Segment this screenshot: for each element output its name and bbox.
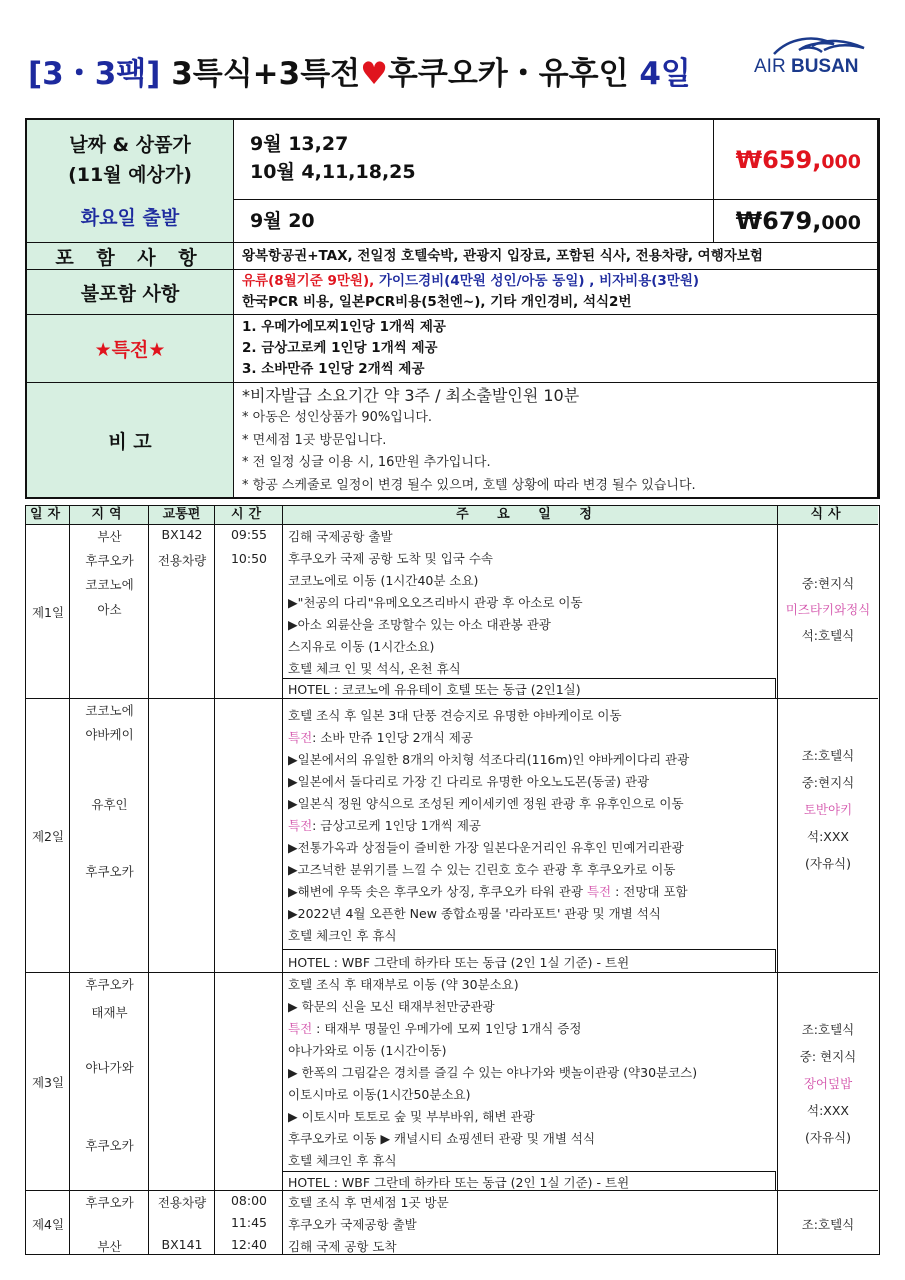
price-1-tail: 000 (821, 151, 861, 173)
header-itinerary: 주 요 일 정 (283, 506, 778, 525)
itinerary-line: 호텔 조식 후 태재부로 이동 (약 30분소요) (288, 977, 519, 992)
page-title (28, 48, 691, 93)
region: 후쿠오카 (85, 1138, 134, 1153)
day-label: 제2일 (31, 829, 65, 844)
meal: 미즈타키와정식 (785, 602, 871, 617)
header-transport: 교통편 (149, 506, 215, 525)
special-tag: 특전 (288, 1021, 313, 1036)
price-2 (714, 200, 878, 243)
itinerary-line: 후쿠오카 국제공항 출발 (288, 1217, 417, 1232)
remarks-visa: *비자발급 소요기간 약 3주 / 최소출발인원 10분 (242, 386, 580, 405)
time: 11:45 (230, 1215, 268, 1230)
transport: 전용차량 (157, 1195, 207, 1210)
itinerary-line: ▶일본에서의 유일한 8개의 아치형 석조다리(116m)인 야바케이다리 관광 (288, 752, 690, 767)
dates-1-line2: 10월 4,11,18,25 (250, 161, 416, 183)
remark-item: * 아동은 성인상품가 90%입니다. (242, 410, 433, 425)
price-1-main: ₩659, (735, 146, 822, 174)
day-label: 제3일 (31, 1075, 65, 1090)
header-region: 지역 (70, 506, 149, 525)
itinerary-line: 호텔 체크인 후 휴식 (288, 1153, 397, 1168)
region: 아소 (97, 602, 122, 617)
itinerary-line: ▶2022년 4월 오픈한 New 종합쇼핑몰 '라라포트' 관광 및 개별 석식 (288, 906, 661, 921)
itinerary-line: 스지유로 이동 (1시간소요) (288, 639, 435, 654)
region: 부산 (97, 529, 122, 544)
itinerary-line: 후쿠오카로 이동 ▶ 캐널시티 쇼핑센터 관광 및 개별 석식 (288, 1131, 596, 1146)
itinerary-line: ▶"천공의 다리"유메오오즈리바시 관광 후 아소로 이동 (288, 595, 583, 610)
departure-label: 화요일 출발 (80, 207, 180, 229)
dates-1-line1: 9월 13,27 (250, 133, 349, 155)
logo-prefix: AIR (754, 56, 786, 77)
heart-icon: ♥ (360, 55, 388, 92)
itinerary-line: 호텔 조식 후 면세점 1곳 방문 (288, 1195, 449, 1210)
remark-item: * 면세점 1곳 방문입니다. (242, 432, 387, 448)
itinerary-line: 특전: 금상고로케 1인당 1개씩 제공 (288, 818, 481, 833)
day-row-2 (26, 699, 878, 973)
special-item: 1. 우메가에모찌1인당 1개씩 제공 (242, 319, 446, 335)
itinerary-line: ▶전통가옥과 상점들이 즐비한 가장 일본다운거리인 유후인 민예거리관광 (288, 840, 684, 855)
day-row-4 (26, 1191, 878, 1254)
meal: 중:현지식 (801, 576, 855, 591)
itinerary-line: 특전: 소바 만쥬 1인당 2개식 제공 (288, 730, 473, 745)
time: 12:40 (230, 1237, 268, 1252)
itinerary-line: 호텔 체크인 후 휴식 (288, 928, 397, 943)
special-tag: 특전 (586, 884, 612, 899)
price-2-main: ₩679, (735, 207, 822, 235)
exclude-line2: 한국PCR 비용, 일본PCR비용(5천엔~), 기타 개인경비, 석식2번 (242, 294, 632, 310)
itinerary-line: ▶고즈넉한 분위기를 느낄 수 있는 긴린호 호수 관광 후 후쿠오카로 이동 (288, 862, 676, 877)
region: 야바케이 (85, 727, 134, 742)
region: 코코노에 (85, 703, 134, 718)
itinerary-line: 후쿠오카 국제 공항 도착 및 입국 수속 (288, 551, 493, 566)
dates-group-1 (234, 120, 714, 200)
exclude-text (234, 270, 878, 315)
meal: 중: 현지식 (799, 1049, 857, 1064)
meal: 조:호텔식 (801, 1217, 855, 1232)
meal: 장어덮밥 (803, 1076, 853, 1091)
itinerary-line: 김해 국제 공항 도착 (288, 1239, 397, 1254)
remarks-list (234, 383, 878, 497)
itinerary-line: 호텔 조식 후 일본 3대 단풍 견승지로 유명한 야바케이로 이동 (288, 708, 622, 723)
special-tag: 특전 (288, 818, 313, 833)
date-label-line1: 날짜 & 상품가 (69, 134, 191, 156)
transport: BX142 (161, 527, 203, 542)
price-1 (714, 120, 878, 200)
itinerary-line: 야나가와로 이동 (1시간이동) (288, 1043, 447, 1058)
remark-item: * 전 일정 싱글 이용 시, 16만원 추가입니다. (242, 455, 491, 470)
itinerary-line: ▶ 이토시마 토토로 숲 및 부부바위, 해변 관광 (288, 1109, 535, 1124)
region: 후쿠오카 (85, 1195, 134, 1210)
region: 야나가와 (85, 1060, 134, 1075)
region: 태재부 (91, 1005, 128, 1020)
transport: BX141 (161, 1237, 203, 1252)
title-days: 4일 (639, 55, 691, 92)
hotel-info: HOTEL : WBF 그란데 하카타 또는 동급 (2인 1실 기준) - 트윈 (288, 955, 630, 970)
itinerary-line: 김해 국제공항 출발 (288, 529, 393, 544)
transport: 전용차량 (157, 553, 207, 568)
time: 10:50 (230, 551, 268, 566)
itinerary-line: 호텔 체크 인 및 석식, 온천 휴식 (288, 661, 461, 676)
meal: 토반야키 (803, 802, 853, 817)
itinerary-line: ▶해변에 우뚝 솟은 후쿠오카 상징, 후쿠오카 타워 관광 특전 : 전망대 포함 (288, 884, 688, 899)
itinerary-line: 특전 : 태재부 명물인 우메가에 모찌 1인당 1개식 증정 (288, 1021, 582, 1036)
region: 유후인 (91, 797, 128, 812)
special-list (234, 315, 878, 383)
include-text: 왕복항공권+TAX, 전일정 호텔숙박, 관광지 입장료, 포함된 식사, 전용차량, 여행자보험 (234, 243, 878, 270)
day-row-3 (26, 973, 878, 1191)
itinerary-line: ▶ 한폭의 그림같은 경치를 즐길 수 있는 야나가와 뱃놀이관광 (약30분코스) (288, 1065, 698, 1080)
special-label: ★특전★ (27, 315, 234, 383)
date-price-label (27, 120, 234, 243)
air-busan-logo (754, 34, 869, 84)
hotel-info: HOTEL : 코코노에 유유테이 호텔 또는 동급 (2인1실) (288, 682, 581, 697)
exclude-guide-visa: 가이드경비(4만원 성인/아동 동일) , 비자비용(3만원) (374, 273, 700, 289)
time: 08:00 (230, 1193, 268, 1208)
product-info-table (25, 118, 880, 499)
meal: (자유식) (805, 856, 851, 871)
day-label: 제4일 (31, 1217, 65, 1232)
region: 후쿠오카 (85, 977, 134, 992)
day-label: 제1일 (31, 605, 65, 620)
page-header (28, 40, 878, 100)
itinerary-line: ▶일본에서 돌다리로 가장 긴 다리로 유명한 아오노도몬(동굴) 관광 (288, 774, 650, 789)
itinerary-table (25, 505, 880, 1255)
title-bracket: [3・3팩] (28, 55, 161, 92)
region: 코코노에 (85, 577, 134, 592)
region: 부산 (97, 1239, 122, 1254)
itinerary-line: ▶ 학문의 신을 모신 태재부천만궁관광 (288, 999, 495, 1014)
special-item: 2. 금상고로케 1인당 1개씩 제공 (242, 340, 438, 356)
dates-group-2: 9월 20 (234, 200, 714, 243)
title-main: 3특식+3특전 (171, 55, 361, 92)
meal: 조:호텔식 (801, 748, 855, 763)
header-time: 시간 (215, 506, 283, 525)
meal: 석:XXX (807, 829, 849, 844)
exclude-fuel: 유류(8월기준 9만원), (242, 273, 375, 289)
time: 09:55 (230, 527, 268, 542)
region: 후쿠오카 (85, 553, 134, 568)
remark-item: * 항공 스케줄로 일정이 변경 될수 있으며, 호텔 상황에 따라 변경 될수 있습니다. (242, 477, 696, 493)
itinerary-line: 코코노에로 이동 (1시간40분 소요) (288, 573, 479, 588)
header-day: 일자 (26, 506, 70, 525)
logo-name: BUSAN (790, 56, 859, 77)
meal: 석:호텔식 (801, 628, 855, 643)
title-destination: 후쿠오카・유후인 (387, 55, 629, 92)
itinerary-line: ▶아소 외륜산을 조망할수 있는 아소 대관봉 관광 (288, 617, 551, 632)
include-label: 포 함 사 항 (27, 243, 234, 270)
date-label-line2: (11월 예상가) (68, 164, 192, 186)
day-row-1 (26, 525, 878, 699)
meal: (자유식) (805, 1130, 851, 1145)
remarks-label: 비 고 (27, 383, 234, 497)
exclude-label: 불포함 사항 (27, 270, 234, 315)
meal: 조:호텔식 (801, 1022, 855, 1037)
itinerary-line: 이토시마로 이동(1시간50분소요) (288, 1087, 471, 1102)
price-2-tail: 000 (821, 212, 861, 234)
meal: 중:현지식 (801, 775, 855, 790)
meal: 석:XXX (807, 1103, 849, 1118)
region: 후쿠오카 (85, 864, 134, 879)
special-tag: 특전 (288, 730, 313, 745)
header-meals: 식사 (778, 506, 878, 525)
special-item: 3. 소바만쥬 1인당 2개씩 제공 (242, 361, 425, 377)
hotel-info: HOTEL : WBF 그란데 하카타 또는 동급 (2인 1실 기준) - 트윈 (288, 1175, 630, 1190)
itinerary-line: ▶일본식 정원 양식으로 조성된 케이세키엔 정원 관광 후 유후인으로 이동 (288, 796, 684, 811)
